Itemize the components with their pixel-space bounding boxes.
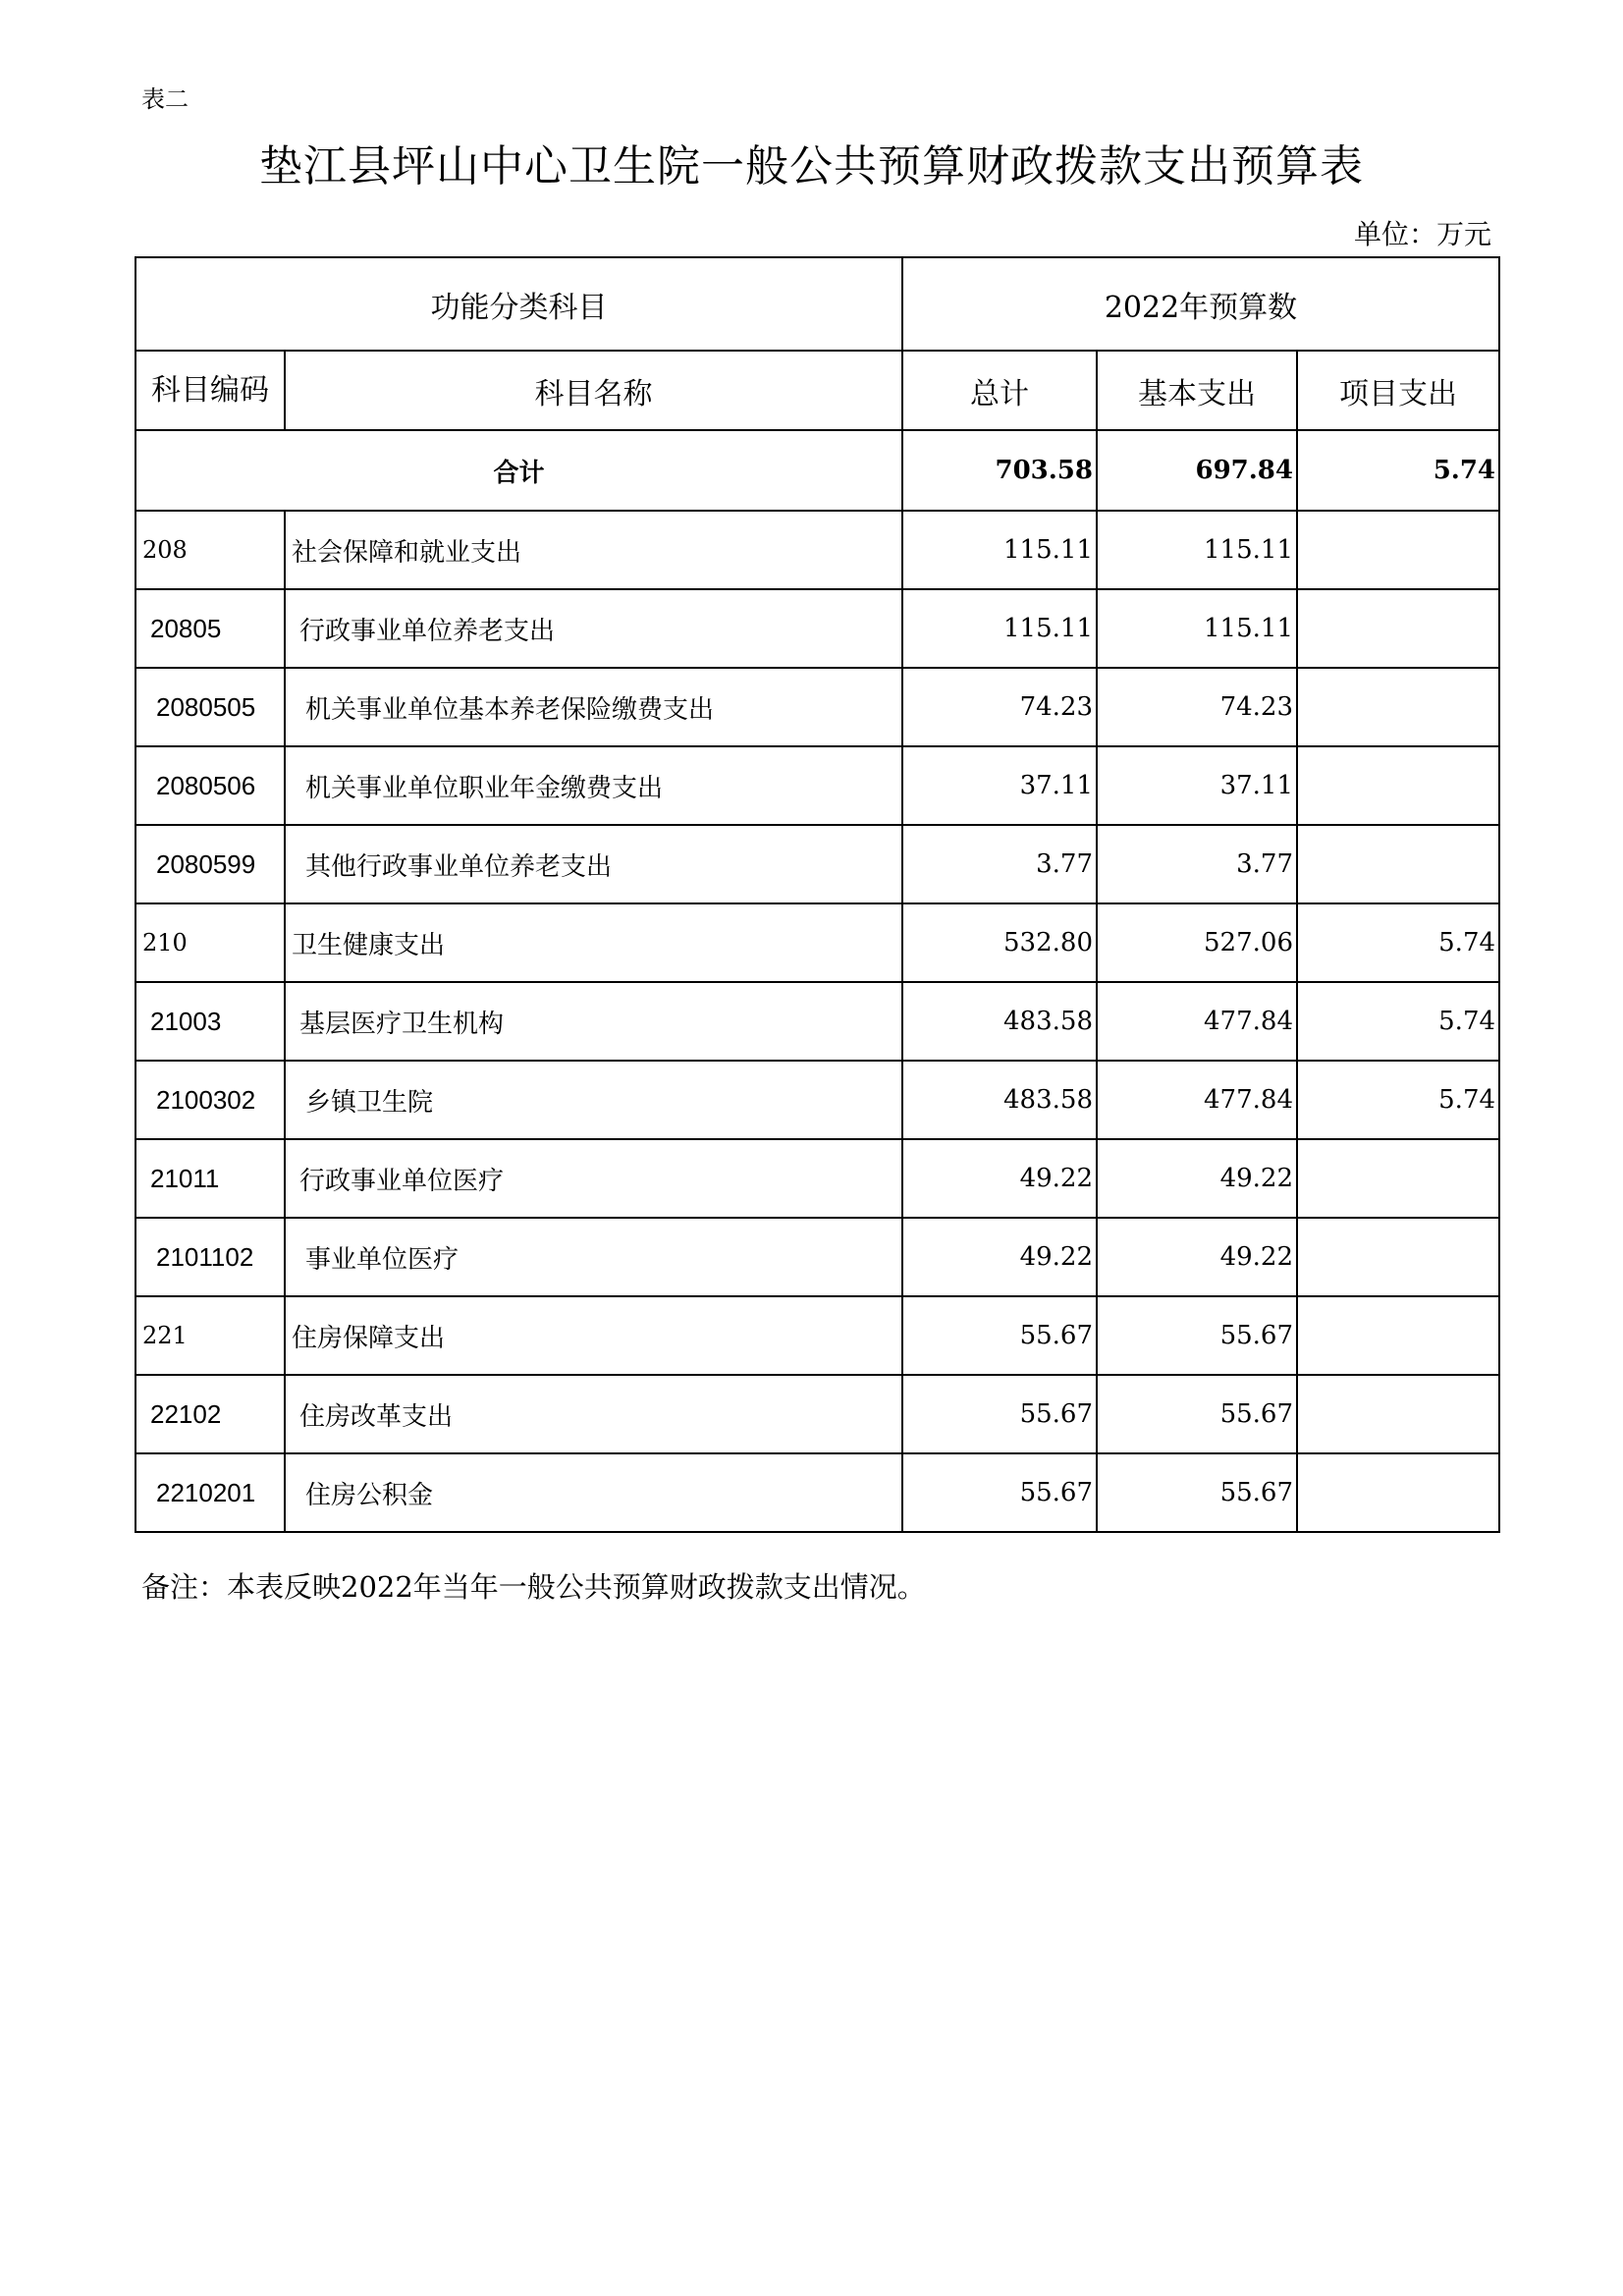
header-subject-code: 科目编码 xyxy=(135,351,285,430)
project-amount xyxy=(1297,668,1499,746)
table-row xyxy=(135,1061,1499,1139)
project-amount: 5.74 xyxy=(1297,903,1499,982)
total-amount: 49.22 xyxy=(902,1139,1097,1218)
subject-name: 乡镇卫生院 xyxy=(285,1061,902,1139)
subject-code: 20805 xyxy=(135,589,285,668)
project-amount xyxy=(1297,1218,1499,1296)
total-amount: 115.11 xyxy=(902,511,1097,589)
basic-amount: 55.67 xyxy=(1097,1296,1297,1375)
total-row xyxy=(135,430,1499,511)
basic-amount: 55.67 xyxy=(1097,1375,1297,1453)
total-amount: 3.77 xyxy=(902,825,1097,903)
total-amount: 37.11 xyxy=(902,746,1097,825)
subject-name: 卫生健康支出 xyxy=(285,903,902,982)
table-row xyxy=(135,1218,1499,1296)
header-project-expenditure: 项目支出 xyxy=(1297,351,1499,430)
header-functional-classification: 功能分类科目 xyxy=(135,257,902,351)
table-row xyxy=(135,511,1499,589)
subject-code: 2080506 xyxy=(135,746,285,825)
subject-code: 2101102 xyxy=(135,1218,285,1296)
budget-table xyxy=(135,256,1500,1533)
subject-code: 2080505 xyxy=(135,668,285,746)
table-row xyxy=(135,746,1499,825)
table-row xyxy=(135,825,1499,903)
table-row xyxy=(135,1453,1499,1532)
document-label: 表二 xyxy=(141,85,189,113)
table-row xyxy=(135,668,1499,746)
basic-amount: 115.11 xyxy=(1097,589,1297,668)
basic-amount: 477.84 xyxy=(1097,982,1297,1061)
table-row xyxy=(135,903,1499,982)
basic-amount: 74.23 xyxy=(1097,668,1297,746)
subject-name: 基层医疗卫生机构 xyxy=(285,982,902,1061)
total-amount: 532.80 xyxy=(902,903,1097,982)
subject-code: 210 xyxy=(135,903,285,982)
total-amount: 74.23 xyxy=(902,668,1097,746)
header-row-columns xyxy=(135,351,1499,430)
total-amount: 703.58 xyxy=(902,430,1097,511)
total-amount: 115.11 xyxy=(902,589,1097,668)
subject-name: 其他行政事业单位养老支出 xyxy=(285,825,902,903)
subject-name: 机关事业单位基本养老保险缴费支出 xyxy=(285,668,902,746)
table-row xyxy=(135,982,1499,1061)
project-amount: 5.74 xyxy=(1297,982,1499,1061)
subject-code: 208 xyxy=(135,511,285,589)
project-amount xyxy=(1297,1296,1499,1375)
subject-name: 住房改革支出 xyxy=(285,1375,902,1453)
subject-code: 21003 xyxy=(135,982,285,1061)
subject-name: 行政事业单位医疗 xyxy=(285,1139,902,1218)
project-amount xyxy=(1297,1453,1499,1532)
basic-amount: 115.11 xyxy=(1097,511,1297,589)
unit-label: 单位：万元 xyxy=(1353,218,1491,250)
subject-name: 事业单位医疗 xyxy=(285,1218,902,1296)
table-row xyxy=(135,1375,1499,1453)
table-row xyxy=(135,1139,1499,1218)
header-subject-name: 科目名称 xyxy=(285,351,902,430)
subject-code: 21011 xyxy=(135,1139,285,1218)
header-total: 总计 xyxy=(902,351,1097,430)
subject-name: 行政事业单位养老支出 xyxy=(285,589,902,668)
subject-name: 住房公积金 xyxy=(285,1453,902,1532)
basic-amount: 37.11 xyxy=(1097,746,1297,825)
total-amount: 483.58 xyxy=(902,982,1097,1061)
basic-amount: 55.67 xyxy=(1097,1453,1297,1532)
header-budget-2022: 2022年预算数 xyxy=(902,257,1499,351)
basic-amount: 49.22 xyxy=(1097,1218,1297,1296)
subject-code: 2080599 xyxy=(135,825,285,903)
total-amount: 55.67 xyxy=(902,1453,1097,1532)
subject-name: 住房保障支出 xyxy=(285,1296,902,1375)
table-row xyxy=(135,589,1499,668)
header-basic-expenditure: 基本支出 xyxy=(1097,351,1297,430)
total-amount: 55.67 xyxy=(902,1296,1097,1375)
basic-amount: 477.84 xyxy=(1097,1061,1297,1139)
total-label: 合计 xyxy=(135,430,902,511)
basic-amount: 3.77 xyxy=(1097,825,1297,903)
basic-amount: 527.06 xyxy=(1097,903,1297,982)
project-amount xyxy=(1297,825,1499,903)
header-row-group xyxy=(135,257,1499,351)
page-title: 垫江县坪山中心卫生院一般公共预算财政拨款支出预算表 xyxy=(259,141,1364,191)
subject-code: 221 xyxy=(135,1296,285,1375)
table-row xyxy=(135,1296,1499,1375)
subject-name: 社会保障和就业支出 xyxy=(285,511,902,589)
footnote: 备注：本表反映2022年当年一般公共预算财政拨款支出情况。 xyxy=(141,1570,926,1604)
project-amount xyxy=(1297,1139,1499,1218)
project-amount xyxy=(1297,746,1499,825)
total-amount: 49.22 xyxy=(902,1218,1097,1296)
subject-code: 2100302 xyxy=(135,1061,285,1139)
project-amount xyxy=(1297,1375,1499,1453)
total-amount: 483.58 xyxy=(902,1061,1097,1139)
project-amount: 5.74 xyxy=(1297,1061,1499,1139)
subject-code: 2210201 xyxy=(135,1453,285,1532)
total-basic: 697.84 xyxy=(1097,430,1297,511)
subject-code: 22102 xyxy=(135,1375,285,1453)
project-amount xyxy=(1297,511,1499,589)
subject-name: 机关事业单位职业年金缴费支出 xyxy=(285,746,902,825)
total-amount: 55.67 xyxy=(902,1375,1097,1453)
project-amount xyxy=(1297,589,1499,668)
basic-amount: 49.22 xyxy=(1097,1139,1297,1218)
total-project: 5.74 xyxy=(1297,430,1499,511)
